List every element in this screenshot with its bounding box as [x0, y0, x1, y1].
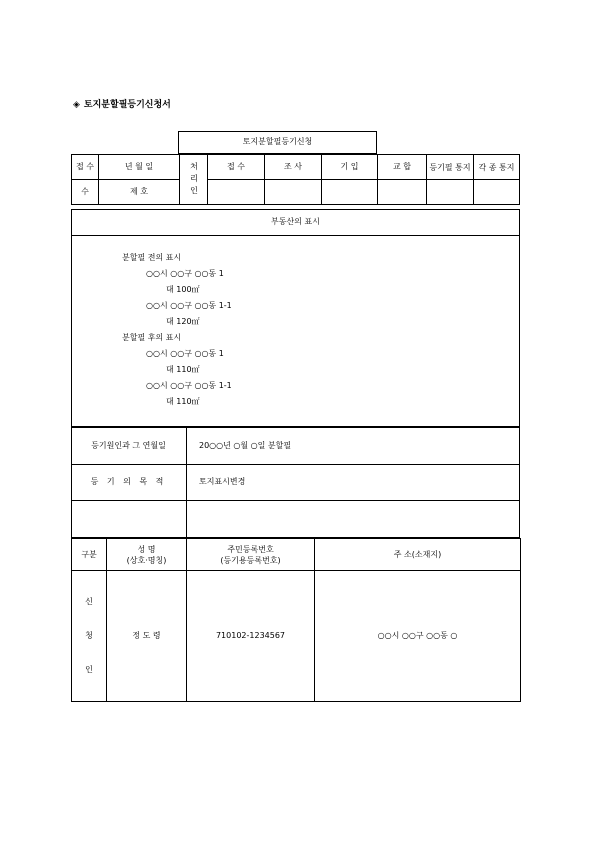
- applicant-name[interactable]: 정 도 령: [107, 571, 187, 702]
- reception-col-label: 접 수: [72, 155, 99, 180]
- property-line-address: ○○시 ○○구 ○○동 1: [146, 349, 224, 358]
- property-line-before-heading: 분할필 전의 표시: [122, 253, 182, 262]
- property-line-area: 대 100㎡: [166, 285, 200, 294]
- applicant-address-header: 주 소(소재지): [315, 539, 521, 571]
- property-line-after-heading: 분할필 후의 표시: [122, 333, 182, 342]
- receipt-col-label: 접 수: [208, 155, 265, 180]
- applicant-kind-cell: 신 청 인: [72, 571, 107, 702]
- property-header: 부동산의 표시: [271, 217, 320, 226]
- cause-value[interactable]: 20○○년 ○월 ○일 분할필: [199, 441, 292, 450]
- property-line-address: ○○시 ○○구 ○○동 1: [146, 269, 224, 278]
- property-line-area: 대 110㎡: [166, 365, 200, 374]
- applicant-address[interactable]: ○○시 ○○구 ○○동 ○: [315, 571, 521, 702]
- inspection-col-label: 조 사: [265, 155, 322, 180]
- reception-table: [71, 154, 520, 205]
- property-line-area: 대 120㎡: [166, 317, 200, 326]
- purpose-label: 등 기 의 목 적: [90, 477, 167, 486]
- verification-col-label: 교 합: [378, 155, 427, 180]
- purpose-value[interactable]: 토지표시변경: [199, 477, 246, 486]
- entry-cell[interactable]: [322, 180, 378, 205]
- applicant-id-header: 주민등록번호 (등기용등록번호): [187, 539, 315, 571]
- reception-header: 토지분할필등기신청: [242, 137, 313, 146]
- property-line-area: 대 110㎡: [166, 397, 200, 406]
- registration-notice-cell[interactable]: [427, 180, 474, 205]
- misc-notice-col-label: 각 종 통지: [474, 155, 520, 180]
- property-box: [71, 209, 520, 427]
- applicant-table: [71, 538, 521, 702]
- fields-row-divider: [71, 500, 519, 501]
- diamond-bullet-icon: ◈: [73, 100, 80, 110]
- verification-cell[interactable]: [378, 180, 427, 205]
- cause-label: 등기원인과 그 연월일: [91, 441, 166, 450]
- fields-column-divider: [186, 427, 187, 538]
- document-title: ◈ 토지분할필등기신청서: [73, 100, 171, 110]
- applicant-kind-header: 구분: [72, 539, 107, 571]
- entry-col-label: 기 입: [322, 155, 378, 180]
- property-header-divider: [71, 235, 519, 236]
- property-line-address: ○○시 ○○구 ○○동 1-1: [146, 381, 232, 390]
- applicant-id-number[interactable]: 710102-1234567: [187, 571, 315, 702]
- inspection-cell[interactable]: [265, 180, 322, 205]
- property-line-address: ○○시 ○○구 ○○동 1-1: [146, 301, 232, 310]
- applicant-name-header: 성 명 (상호·명칭): [107, 539, 187, 571]
- date-col-label: 년 월 일: [99, 155, 180, 180]
- receipt-cell[interactable]: [208, 180, 265, 205]
- fields-row-divider: [71, 464, 519, 465]
- registration-notice-col-label: 등기필 통지: [427, 155, 474, 180]
- misc-notice-cell[interactable]: [474, 180, 520, 205]
- processor-col-label: 처리인: [180, 155, 208, 205]
- number-cell: 제 호: [99, 180, 180, 205]
- reception-row2-label: 수: [72, 180, 99, 205]
